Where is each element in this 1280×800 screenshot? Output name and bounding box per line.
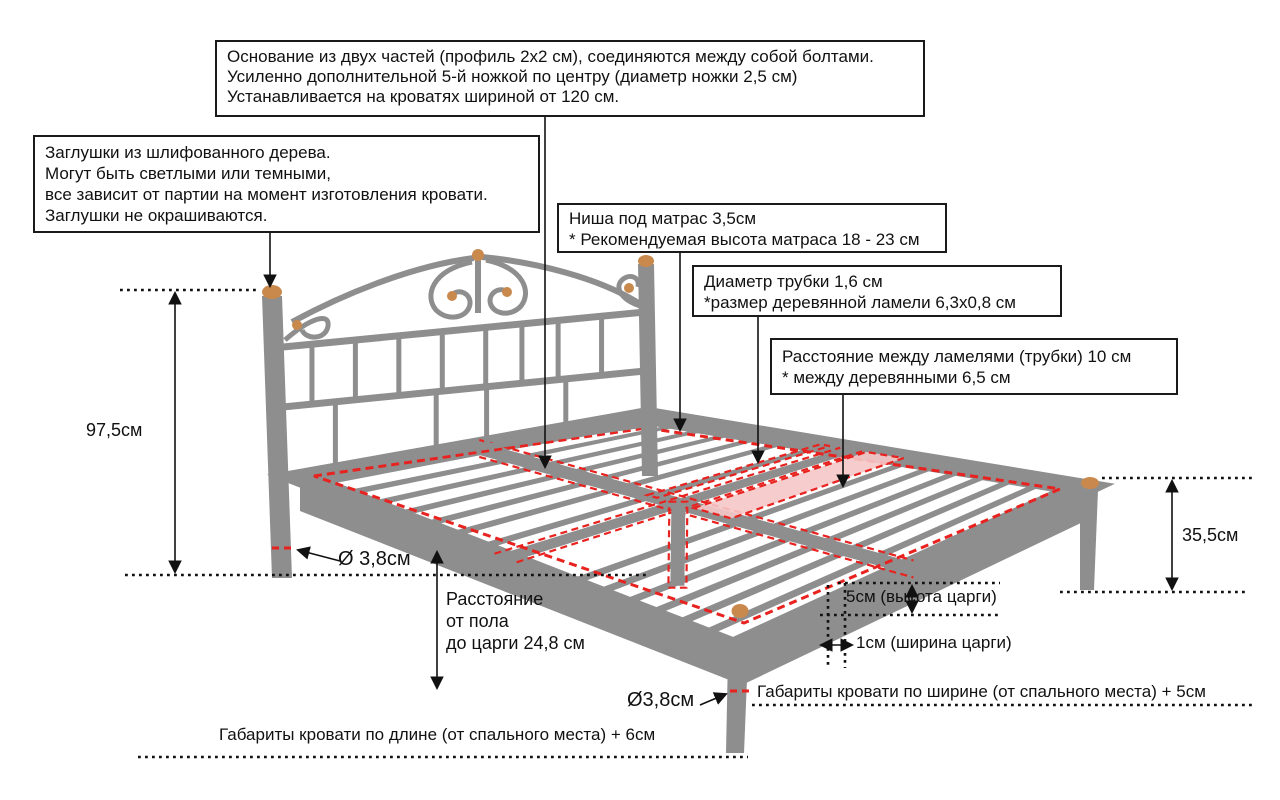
- dim-overall-length: Габариты кровати по длине (от спального места) + 6см: [219, 725, 656, 744]
- dim-back-leg-diameter: Ø 3,8см: [338, 548, 411, 570]
- dim-floor-to-rail-line: Расстояние: [446, 589, 544, 609]
- dim-floor-to-rail: [446, 588, 585, 654]
- dim-front-leg-diameter: Ø3,8см: [627, 689, 695, 711]
- callout-base-line: Основание из двух частей (профиль 2х2 см), соединяются между собой болтами.: [227, 47, 874, 66]
- callout-tube-line: Диаметр трубки 1,6 см: [704, 272, 883, 291]
- callout-mattress-niche: [557, 203, 947, 253]
- callout-tube-line: *размер деревянной ламели 6,3х0,8 см: [704, 293, 1016, 312]
- dim-rail-width: 1см (ширина царги): [856, 633, 1012, 652]
- callout-caps-line: Могут быть светлыми или темными,: [45, 164, 331, 183]
- callout-caps-line: Заглушки из шлифованного дерева.: [45, 143, 331, 162]
- dim-footboard-height: 35,5см: [1182, 525, 1239, 545]
- callout-tube-diameter: [692, 265, 1062, 317]
- callout-caps-line: все зависит от партии на момент изготовления кровати.: [45, 185, 488, 204]
- callout-base-line: Усиленно дополнительной 5-й ножкой по центру (диаметр ножки 2,5 см): [227, 67, 798, 86]
- dim-overall-width: Габариты кровати по ширине (от спального места) + 5см: [757, 682, 1206, 701]
- callout-base: [215, 40, 925, 117]
- callout-niche-line: * Рекомендуемая высота матраса 18 - 23 см: [569, 230, 920, 249]
- callout-caps-line: Заглушки не окрашиваются.: [45, 206, 268, 225]
- callout-caps: [33, 135, 540, 233]
- dim-rail-height: 5см (высота царги): [846, 587, 997, 606]
- callout-niche-line: Ниша под матрас 3,5см: [569, 209, 757, 228]
- callout-base-line: Устанавливается на кроватях шириной от 120 см.: [227, 87, 620, 106]
- callout-slat-spacing: [770, 338, 1178, 395]
- dim-headboard-height: 97,5см: [86, 420, 143, 440]
- dim-floor-to-rail-line: до царги 24,8 см: [446, 633, 585, 653]
- callout-spacing-line: * между деревянными 6,5 см: [782, 368, 1011, 387]
- dim-floor-to-rail-line: от пола: [446, 611, 509, 631]
- callout-spacing-line: Расстояние между ламелями (трубки) 10 см: [782, 347, 1132, 366]
